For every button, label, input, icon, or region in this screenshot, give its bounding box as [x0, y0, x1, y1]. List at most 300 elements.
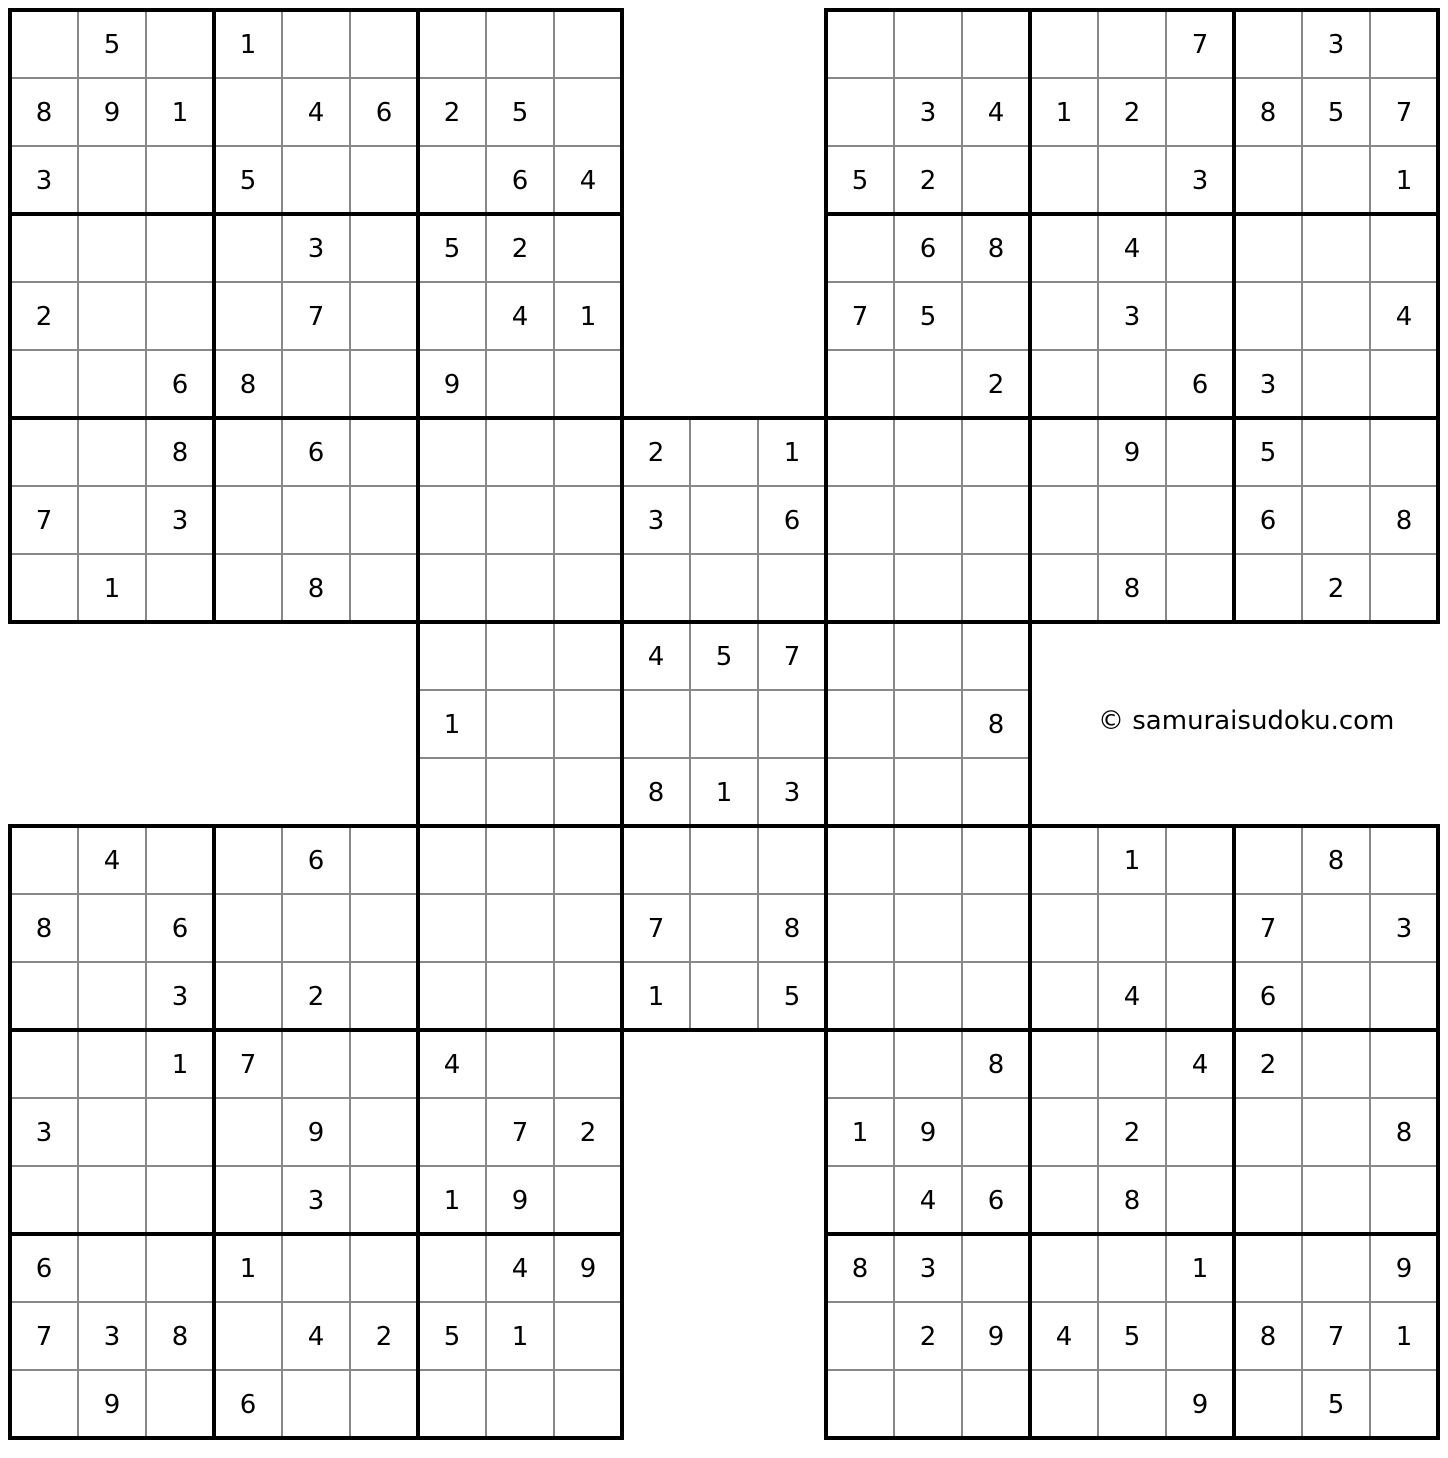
- sudoku-cell[interactable]: [418, 1234, 486, 1302]
- sudoku-cell[interactable]: [486, 486, 554, 554]
- sudoku-cell[interactable]: [350, 894, 418, 962]
- sudoku-cell[interactable]: [962, 622, 1030, 690]
- sudoku-cell[interactable]: [282, 78, 350, 146]
- sudoku-cell[interactable]: [962, 282, 1030, 350]
- sudoku-cell[interactable]: [146, 282, 214, 350]
- sudoku-cell[interactable]: [1030, 962, 1098, 1030]
- sudoku-cell[interactable]: [1030, 78, 1098, 146]
- sudoku-cell[interactable]: [1098, 826, 1166, 894]
- sudoku-cell[interactable]: [350, 350, 418, 418]
- sudoku-cell[interactable]: [214, 1030, 282, 1098]
- sudoku-cell[interactable]: [282, 1166, 350, 1234]
- sudoku-cell[interactable]: [282, 1302, 350, 1370]
- sudoku-cell[interactable]: [894, 826, 962, 894]
- sudoku-cell[interactable]: [554, 554, 622, 622]
- sudoku-cell[interactable]: [282, 486, 350, 554]
- sudoku-cell[interactable]: [826, 350, 894, 418]
- sudoku-cell[interactable]: [10, 282, 78, 350]
- sudoku-cell[interactable]: [1302, 1370, 1370, 1438]
- sudoku-cell[interactable]: [418, 214, 486, 282]
- sudoku-cell[interactable]: [78, 1370, 146, 1438]
- sudoku-cell[interactable]: [962, 350, 1030, 418]
- sudoku-cell[interactable]: [1302, 78, 1370, 146]
- sudoku-cell[interactable]: [214, 554, 282, 622]
- sudoku-cell[interactable]: [1370, 418, 1438, 486]
- sudoku-cell[interactable]: [350, 826, 418, 894]
- sudoku-cell[interactable]: [282, 1030, 350, 1098]
- sudoku-cell[interactable]: [282, 1234, 350, 1302]
- sudoku-cell[interactable]: [826, 826, 894, 894]
- sudoku-cell[interactable]: [1370, 146, 1438, 214]
- sudoku-cell[interactable]: [1098, 1302, 1166, 1370]
- sudoku-cell[interactable]: [1166, 1098, 1234, 1166]
- sudoku-cell[interactable]: [826, 146, 894, 214]
- sudoku-cell[interactable]: [282, 214, 350, 282]
- sudoku-cell[interactable]: [1302, 554, 1370, 622]
- sudoku-cell[interactable]: [758, 758, 826, 826]
- sudoku-cell[interactable]: [418, 282, 486, 350]
- sudoku-cell[interactable]: [1030, 146, 1098, 214]
- sudoku-cell[interactable]: [350, 78, 418, 146]
- sudoku-cell[interactable]: [486, 1166, 554, 1234]
- sudoku-cell[interactable]: [350, 962, 418, 1030]
- sudoku-cell[interactable]: [350, 486, 418, 554]
- sudoku-cell[interactable]: [282, 282, 350, 350]
- sudoku-cell[interactable]: [554, 1166, 622, 1234]
- sudoku-cell[interactable]: [1370, 894, 1438, 962]
- sudoku-cell[interactable]: [78, 894, 146, 962]
- sudoku-cell[interactable]: [418, 146, 486, 214]
- sudoku-cell[interactable]: [758, 690, 826, 758]
- sudoku-cell[interactable]: [894, 1302, 962, 1370]
- sudoku-cell[interactable]: [554, 282, 622, 350]
- sudoku-cell[interactable]: [758, 486, 826, 554]
- sudoku-cell[interactable]: [1302, 1166, 1370, 1234]
- sudoku-cell[interactable]: [1302, 146, 1370, 214]
- sudoku-cell[interactable]: [146, 146, 214, 214]
- sudoku-cell[interactable]: [962, 826, 1030, 894]
- sudoku-cell[interactable]: [78, 350, 146, 418]
- sudoku-cell[interactable]: [350, 1166, 418, 1234]
- sudoku-cell[interactable]: [758, 962, 826, 1030]
- sudoku-cell[interactable]: [214, 486, 282, 554]
- sudoku-cell[interactable]: [486, 1098, 554, 1166]
- sudoku-cell[interactable]: [962, 78, 1030, 146]
- sudoku-cell[interactable]: [1030, 554, 1098, 622]
- sudoku-cell[interactable]: [1030, 486, 1098, 554]
- sudoku-cell[interactable]: [1234, 350, 1302, 418]
- sudoku-cell[interactable]: [1098, 962, 1166, 1030]
- sudoku-cell[interactable]: [214, 78, 282, 146]
- sudoku-cell[interactable]: [554, 1302, 622, 1370]
- sudoku-cell[interactable]: [146, 10, 214, 78]
- sudoku-cell[interactable]: [758, 622, 826, 690]
- sudoku-cell[interactable]: [10, 962, 78, 1030]
- sudoku-cell[interactable]: [1030, 418, 1098, 486]
- sudoku-cell[interactable]: [1370, 1302, 1438, 1370]
- sudoku-cell[interactable]: [554, 418, 622, 486]
- sudoku-cell[interactable]: [962, 146, 1030, 214]
- sudoku-cell[interactable]: [1098, 282, 1166, 350]
- sudoku-cell[interactable]: [1030, 1098, 1098, 1166]
- sudoku-cell[interactable]: [78, 418, 146, 486]
- sudoku-cell[interactable]: [690, 486, 758, 554]
- sudoku-cell[interactable]: [894, 282, 962, 350]
- sudoku-cell[interactable]: [962, 758, 1030, 826]
- sudoku-cell[interactable]: [826, 690, 894, 758]
- sudoku-cell[interactable]: [1370, 1370, 1438, 1438]
- sudoku-cell[interactable]: [554, 690, 622, 758]
- sudoku-cell[interactable]: [962, 486, 1030, 554]
- sudoku-cell[interactable]: [418, 554, 486, 622]
- sudoku-cell[interactable]: [146, 894, 214, 962]
- sudoku-cell[interactable]: [486, 282, 554, 350]
- sudoku-cell[interactable]: [1234, 1302, 1302, 1370]
- sudoku-cell[interactable]: [486, 894, 554, 962]
- sudoku-cell[interactable]: [1302, 486, 1370, 554]
- sudoku-cell[interactable]: [1098, 10, 1166, 78]
- sudoku-cell[interactable]: [1302, 214, 1370, 282]
- sudoku-cell[interactable]: [282, 1370, 350, 1438]
- sudoku-cell[interactable]: [78, 282, 146, 350]
- sudoku-cell[interactable]: [1370, 826, 1438, 894]
- sudoku-cell[interactable]: [486, 418, 554, 486]
- sudoku-cell[interactable]: [78, 1302, 146, 1370]
- sudoku-cell[interactable]: [1098, 894, 1166, 962]
- sudoku-cell[interactable]: [418, 1166, 486, 1234]
- sudoku-cell[interactable]: [690, 418, 758, 486]
- sudoku-cell[interactable]: [214, 418, 282, 486]
- sudoku-cell[interactable]: [146, 78, 214, 146]
- sudoku-cell[interactable]: [1302, 1098, 1370, 1166]
- sudoku-cell[interactable]: [622, 690, 690, 758]
- sudoku-cell[interactable]: [1098, 554, 1166, 622]
- sudoku-cell[interactable]: [282, 962, 350, 1030]
- sudoku-cell[interactable]: [1166, 1166, 1234, 1234]
- sudoku-cell[interactable]: [1302, 282, 1370, 350]
- sudoku-cell[interactable]: [554, 622, 622, 690]
- sudoku-cell[interactable]: [1370, 1030, 1438, 1098]
- sudoku-cell[interactable]: [214, 1234, 282, 1302]
- sudoku-cell[interactable]: [554, 486, 622, 554]
- sudoku-cell[interactable]: [894, 78, 962, 146]
- sudoku-cell[interactable]: [1302, 1302, 1370, 1370]
- sudoku-cell[interactable]: [214, 10, 282, 78]
- sudoku-cell[interactable]: [962, 214, 1030, 282]
- sudoku-cell[interactable]: [418, 1302, 486, 1370]
- sudoku-cell[interactable]: [826, 282, 894, 350]
- sudoku-cell[interactable]: [10, 146, 78, 214]
- sudoku-cell[interactable]: [1370, 1234, 1438, 1302]
- sudoku-cell[interactable]: [1030, 1370, 1098, 1438]
- sudoku-cell[interactable]: [1030, 214, 1098, 282]
- sudoku-cell[interactable]: [1234, 1166, 1302, 1234]
- sudoku-cell[interactable]: [1302, 10, 1370, 78]
- sudoku-cell[interactable]: [622, 418, 690, 486]
- sudoku-cell[interactable]: [418, 894, 486, 962]
- sudoku-cell[interactable]: [1302, 894, 1370, 962]
- sudoku-cell[interactable]: [554, 826, 622, 894]
- sudoku-cell[interactable]: [690, 690, 758, 758]
- sudoku-cell[interactable]: [350, 146, 418, 214]
- sudoku-cell[interactable]: [78, 826, 146, 894]
- sudoku-cell[interactable]: [486, 1234, 554, 1302]
- sudoku-cell[interactable]: [1030, 826, 1098, 894]
- sudoku-cell[interactable]: [146, 1370, 214, 1438]
- sudoku-cell[interactable]: [826, 622, 894, 690]
- sudoku-cell[interactable]: [350, 554, 418, 622]
- sudoku-cell[interactable]: [214, 214, 282, 282]
- sudoku-cell[interactable]: [1302, 418, 1370, 486]
- sudoku-cell[interactable]: [962, 1234, 1030, 1302]
- sudoku-cell[interactable]: [78, 486, 146, 554]
- sudoku-cell[interactable]: [1302, 1234, 1370, 1302]
- sudoku-cell[interactable]: [1302, 350, 1370, 418]
- sudoku-cell[interactable]: [826, 1166, 894, 1234]
- sudoku-cell[interactable]: [1166, 894, 1234, 962]
- sudoku-cell[interactable]: [418, 10, 486, 78]
- sudoku-cell[interactable]: [282, 10, 350, 78]
- sudoku-cell[interactable]: [962, 894, 1030, 962]
- sudoku-cell[interactable]: [350, 1370, 418, 1438]
- sudoku-cell[interactable]: [554, 214, 622, 282]
- sudoku-cell[interactable]: [282, 350, 350, 418]
- sudoku-cell[interactable]: [1098, 1166, 1166, 1234]
- sudoku-cell[interactable]: [418, 1098, 486, 1166]
- sudoku-cell[interactable]: [10, 1370, 78, 1438]
- sudoku-cell[interactable]: [1030, 350, 1098, 418]
- sudoku-cell[interactable]: [418, 486, 486, 554]
- sudoku-cell[interactable]: [690, 826, 758, 894]
- sudoku-cell[interactable]: [1370, 10, 1438, 78]
- sudoku-cell[interactable]: [622, 486, 690, 554]
- sudoku-cell[interactable]: [826, 554, 894, 622]
- sudoku-cell[interactable]: [554, 10, 622, 78]
- sudoku-cell[interactable]: [758, 418, 826, 486]
- sudoku-cell[interactable]: [418, 826, 486, 894]
- sudoku-cell[interactable]: [1166, 214, 1234, 282]
- sudoku-cell[interactable]: [894, 1166, 962, 1234]
- sudoku-cell[interactable]: [10, 10, 78, 78]
- sudoku-cell[interactable]: [1166, 78, 1234, 146]
- sudoku-cell[interactable]: [146, 1302, 214, 1370]
- sudoku-cell[interactable]: [1166, 554, 1234, 622]
- sudoku-cell[interactable]: [1030, 1302, 1098, 1370]
- sudoku-cell[interactable]: [10, 1302, 78, 1370]
- sudoku-cell[interactable]: [350, 214, 418, 282]
- sudoku-cell[interactable]: [1234, 282, 1302, 350]
- sudoku-cell[interactable]: [10, 1234, 78, 1302]
- sudoku-cell[interactable]: [214, 1302, 282, 1370]
- sudoku-cell[interactable]: [894, 622, 962, 690]
- sudoku-cell[interactable]: [1234, 1234, 1302, 1302]
- sudoku-cell[interactable]: [894, 1234, 962, 1302]
- sudoku-cell[interactable]: [1166, 146, 1234, 214]
- sudoku-cell[interactable]: [418, 962, 486, 1030]
- sudoku-cell[interactable]: [826, 10, 894, 78]
- sudoku-cell[interactable]: [1098, 1098, 1166, 1166]
- sudoku-cell[interactable]: [350, 1302, 418, 1370]
- sudoku-cell[interactable]: [10, 1098, 78, 1166]
- sudoku-cell[interactable]: [894, 1030, 962, 1098]
- sudoku-cell[interactable]: [554, 758, 622, 826]
- sudoku-cell[interactable]: [350, 1098, 418, 1166]
- sudoku-cell[interactable]: [214, 1166, 282, 1234]
- sudoku-cell[interactable]: [554, 1030, 622, 1098]
- sudoku-cell[interactable]: [894, 894, 962, 962]
- sudoku-cell[interactable]: [962, 1302, 1030, 1370]
- sudoku-cell[interactable]: [1234, 1370, 1302, 1438]
- sudoku-cell[interactable]: [690, 758, 758, 826]
- sudoku-cell[interactable]: [894, 214, 962, 282]
- sudoku-cell[interactable]: [418, 350, 486, 418]
- sudoku-cell[interactable]: [78, 1030, 146, 1098]
- sudoku-cell[interactable]: [690, 622, 758, 690]
- sudoku-cell[interactable]: [1030, 1030, 1098, 1098]
- sudoku-cell[interactable]: [1370, 1098, 1438, 1166]
- sudoku-cell[interactable]: [758, 894, 826, 962]
- sudoku-cell[interactable]: [1166, 282, 1234, 350]
- sudoku-cell[interactable]: [486, 350, 554, 418]
- sudoku-cell[interactable]: [1234, 826, 1302, 894]
- sudoku-cell[interactable]: [146, 418, 214, 486]
- sudoku-cell[interactable]: [1302, 962, 1370, 1030]
- sudoku-cell[interactable]: [894, 350, 962, 418]
- sudoku-cell[interactable]: [1234, 10, 1302, 78]
- sudoku-cell[interactable]: [1030, 1234, 1098, 1302]
- sudoku-cell[interactable]: [758, 554, 826, 622]
- sudoku-cell[interactable]: [486, 622, 554, 690]
- sudoku-cell[interactable]: [1234, 554, 1302, 622]
- sudoku-cell[interactable]: [10, 78, 78, 146]
- sudoku-cell[interactable]: [78, 554, 146, 622]
- sudoku-cell[interactable]: [1370, 554, 1438, 622]
- sudoku-cell[interactable]: [1098, 1370, 1166, 1438]
- sudoku-cell[interactable]: [486, 1370, 554, 1438]
- sudoku-cell[interactable]: [1098, 214, 1166, 282]
- sudoku-cell[interactable]: [1370, 282, 1438, 350]
- sudoku-cell[interactable]: [894, 962, 962, 1030]
- sudoku-cell[interactable]: [418, 78, 486, 146]
- sudoku-cell[interactable]: [1030, 282, 1098, 350]
- sudoku-cell[interactable]: [146, 350, 214, 418]
- sudoku-cell[interactable]: [826, 894, 894, 962]
- sudoku-cell[interactable]: [1098, 486, 1166, 554]
- sudoku-cell[interactable]: [1234, 214, 1302, 282]
- sudoku-cell[interactable]: [78, 962, 146, 1030]
- sudoku-cell[interactable]: [1166, 350, 1234, 418]
- sudoku-cell[interactable]: [10, 486, 78, 554]
- sudoku-cell[interactable]: [146, 1166, 214, 1234]
- sudoku-cell[interactable]: [1234, 1030, 1302, 1098]
- sudoku-cell[interactable]: [282, 894, 350, 962]
- sudoku-cell[interactable]: [146, 1098, 214, 1166]
- sudoku-cell[interactable]: [486, 1030, 554, 1098]
- sudoku-cell[interactable]: [622, 554, 690, 622]
- sudoku-cell[interactable]: [214, 826, 282, 894]
- sudoku-cell[interactable]: [1234, 894, 1302, 962]
- sudoku-cell[interactable]: [1166, 10, 1234, 78]
- sudoku-cell[interactable]: [214, 962, 282, 1030]
- sudoku-cell[interactable]: [554, 1098, 622, 1166]
- sudoku-cell[interactable]: [622, 826, 690, 894]
- sudoku-cell[interactable]: [1098, 418, 1166, 486]
- sudoku-cell[interactable]: [554, 78, 622, 146]
- sudoku-cell[interactable]: [146, 1030, 214, 1098]
- sudoku-cell[interactable]: [1030, 1166, 1098, 1234]
- sudoku-cell[interactable]: [282, 418, 350, 486]
- sudoku-cell[interactable]: [486, 10, 554, 78]
- sudoku-cell[interactable]: [418, 758, 486, 826]
- sudoku-cell[interactable]: [962, 10, 1030, 78]
- sudoku-cell[interactable]: [282, 826, 350, 894]
- sudoku-cell[interactable]: [282, 146, 350, 214]
- sudoku-cell[interactable]: [214, 350, 282, 418]
- sudoku-cell[interactable]: [1098, 78, 1166, 146]
- sudoku-cell[interactable]: [10, 826, 78, 894]
- sudoku-cell[interactable]: [1098, 350, 1166, 418]
- sudoku-cell[interactable]: [826, 1030, 894, 1098]
- sudoku-cell[interactable]: [1234, 486, 1302, 554]
- sudoku-cell[interactable]: [962, 418, 1030, 486]
- sudoku-cell[interactable]: [282, 554, 350, 622]
- sudoku-cell[interactable]: [826, 418, 894, 486]
- sudoku-cell[interactable]: [758, 826, 826, 894]
- sudoku-cell[interactable]: [826, 1234, 894, 1302]
- sudoku-cell[interactable]: [1370, 350, 1438, 418]
- sudoku-cell[interactable]: [554, 962, 622, 1030]
- sudoku-cell[interactable]: [418, 690, 486, 758]
- sudoku-cell[interactable]: [10, 894, 78, 962]
- sudoku-cell[interactable]: [418, 1370, 486, 1438]
- sudoku-cell[interactable]: [146, 214, 214, 282]
- sudoku-cell[interactable]: [418, 418, 486, 486]
- sudoku-cell[interactable]: [1098, 146, 1166, 214]
- sudoku-cell[interactable]: [622, 758, 690, 826]
- sudoku-cell[interactable]: [826, 78, 894, 146]
- sudoku-cell[interactable]: [486, 214, 554, 282]
- sudoku-cell[interactable]: [350, 10, 418, 78]
- sudoku-cell[interactable]: [962, 962, 1030, 1030]
- sudoku-cell[interactable]: [418, 622, 486, 690]
- sudoku-cell[interactable]: [146, 1234, 214, 1302]
- sudoku-cell[interactable]: [554, 1370, 622, 1438]
- sudoku-cell[interactable]: [78, 1098, 146, 1166]
- sudoku-cell[interactable]: [962, 1098, 1030, 1166]
- sudoku-cell[interactable]: [894, 146, 962, 214]
- sudoku-cell[interactable]: [486, 146, 554, 214]
- sudoku-cell[interactable]: [962, 1166, 1030, 1234]
- sudoku-cell[interactable]: [486, 1302, 554, 1370]
- sudoku-cell[interactable]: [1098, 1234, 1166, 1302]
- sudoku-cell[interactable]: [622, 622, 690, 690]
- sudoku-cell[interactable]: [1370, 214, 1438, 282]
- sudoku-cell[interactable]: [962, 554, 1030, 622]
- sudoku-cell[interactable]: [1234, 418, 1302, 486]
- sudoku-cell[interactable]: [10, 554, 78, 622]
- sudoku-cell[interactable]: [826, 1098, 894, 1166]
- sudoku-cell[interactable]: [350, 1234, 418, 1302]
- sudoku-cell[interactable]: [486, 78, 554, 146]
- sudoku-cell[interactable]: [622, 962, 690, 1030]
- sudoku-cell[interactable]: [622, 894, 690, 962]
- sudoku-cell[interactable]: [894, 554, 962, 622]
- sudoku-cell[interactable]: [962, 1030, 1030, 1098]
- sudoku-cell[interactable]: [962, 1370, 1030, 1438]
- sudoku-cell[interactable]: [78, 78, 146, 146]
- sudoku-cell[interactable]: [894, 690, 962, 758]
- sudoku-cell[interactable]: [78, 10, 146, 78]
